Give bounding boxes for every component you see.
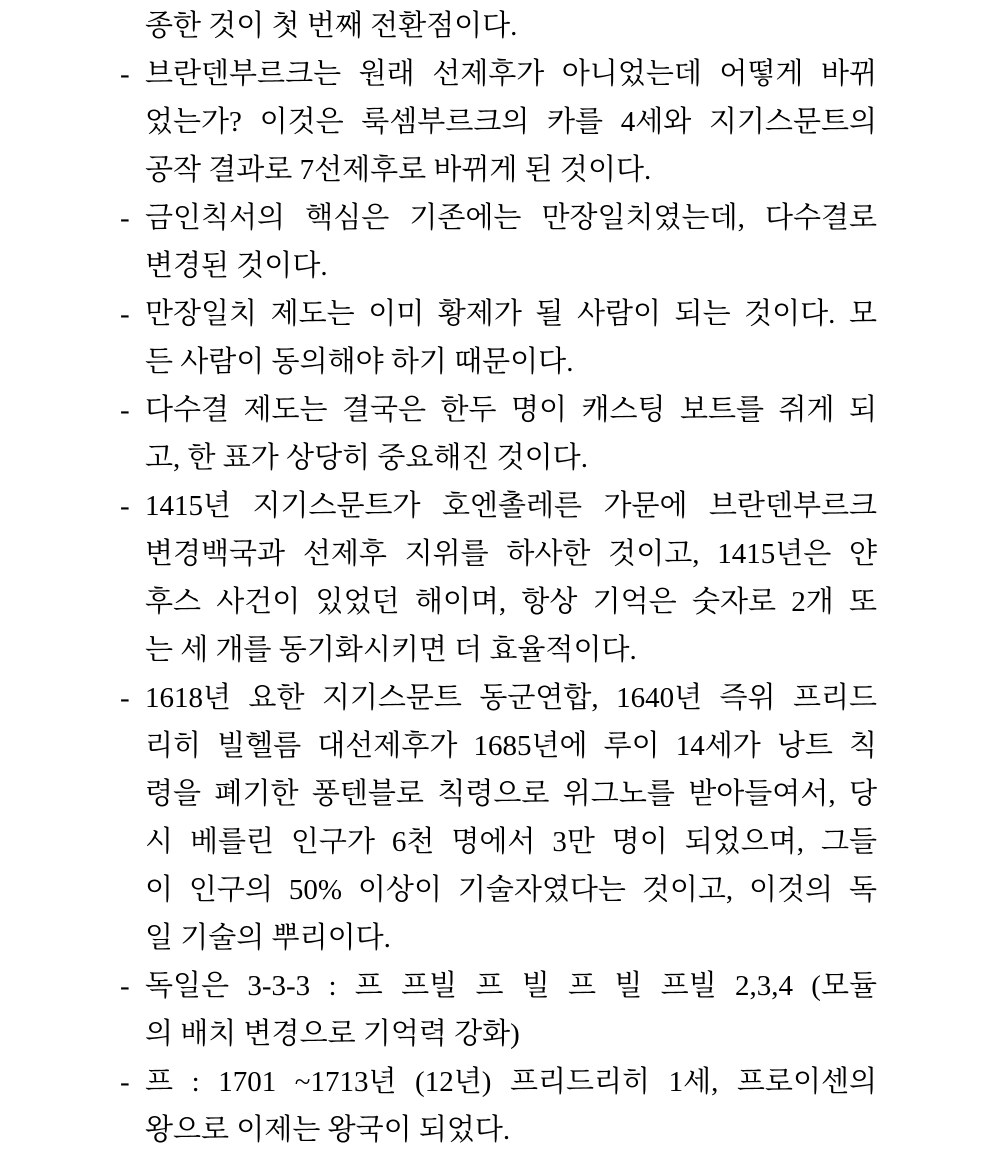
note-item-text [145,482,877,674]
text-line: 후스 사건이 있었던 해이며, 항상 기억은 숫자로 2개 또 [145,586,877,618]
bullet-dash: - [120,58,130,90]
text-line: 었는가? 이것은 룩셈부르크의 카를 4세와 지기스문트의 [145,106,877,138]
text-line: 왕으로 이제는 왕국이 되었다. [145,1114,511,1146]
text-line: 독일은 3-3-3 : 프 프빌 프 빌 프 빌 프빌 2,3,4 (모듈 [145,970,877,1002]
text-line: 종한 것이 첫 번째 전환점이다. [145,10,518,42]
bullet-dash: - [120,970,130,1002]
text-line: 의 배치 변경으로 기억력 강화) [145,1018,520,1050]
note-item-text [145,194,877,290]
text-line: 든 사람이 동의해야 하기 때문이다. [145,346,574,378]
bullet-dash: - [120,298,130,330]
text-line: 만장일치 제도는 이미 황제가 될 사람이 되는 것이다. 모 [145,298,877,330]
note-item-text [145,290,877,386]
text-line: 변경된 것이다. [145,250,328,282]
text-line: 공작 결과로 7선제후로 바뀌게 된 것이다. [145,154,652,186]
note-item [120,962,877,1058]
note-item [120,674,877,962]
note-item [120,50,877,194]
note-item-text [145,962,877,1058]
text-line: 일 기술의 뿌리이다. [145,922,391,954]
text-line: 시 베를린 인구가 6천 명에서 3만 명이 되었으며, 그들 [145,826,877,858]
text-line: 변경백국과 선제후 지위를 하사한 것이고, 1415년은 얀 [145,538,877,570]
bullet-dash: - [120,1066,130,1098]
note-item-text [145,50,877,194]
note-item [120,194,877,290]
text-line: 이 인구의 50% 이상이 기술자였다는 것이고, 이것의 독 [145,874,877,906]
text-line: 금인칙서의 핵심은 기존에는 만장일치였는데, 다수결로 [145,202,877,234]
bullet-dash: - [120,490,130,522]
notes-list [120,2,877,1154]
text-line: 리히 빌헬름 대선제후가 1685년에 루이 14세가 낭트 칙 [145,730,877,762]
text-line: 1618년 요한 지기스문트 동군연합, 1640년 즉위 프리드 [145,682,877,714]
text-line: 브란덴부르크는 원래 선제후가 아니었는데 어떻게 바뀌 [145,58,877,90]
text-line: 다수결 제도는 결국은 한두 명이 캐스팅 보트를 쥐게 되 [145,394,877,426]
text-line: 1415년 지기스문트가 호엔촐레른 가문에 브란덴부르크 [145,490,877,522]
text-line: 는 세 개를 동기화시키면 더 효율적이다. [145,634,637,666]
note-item [120,386,877,482]
note-item [120,482,877,674]
bullet-dash: - [120,394,130,426]
note-item-text [145,386,877,482]
text-line: 프 : 1701 ~1713년 (12년) 프리드리히 1세, 프로이센의 [145,1066,877,1098]
note-item [120,290,877,386]
note-item [120,1058,877,1154]
note-item-text [145,674,877,962]
text-line: 고, 한 표가 상당히 중요해진 것이다. [145,442,588,474]
bullet-dash: - [120,682,130,714]
bullet-dash: - [120,202,130,234]
note-item-text [145,2,877,50]
note-item [120,2,877,50]
note-item-text [145,1058,877,1154]
text-line: 령을 폐기한 퐁텐블로 칙령으로 위그노를 받아들여서, 당 [145,778,877,810]
